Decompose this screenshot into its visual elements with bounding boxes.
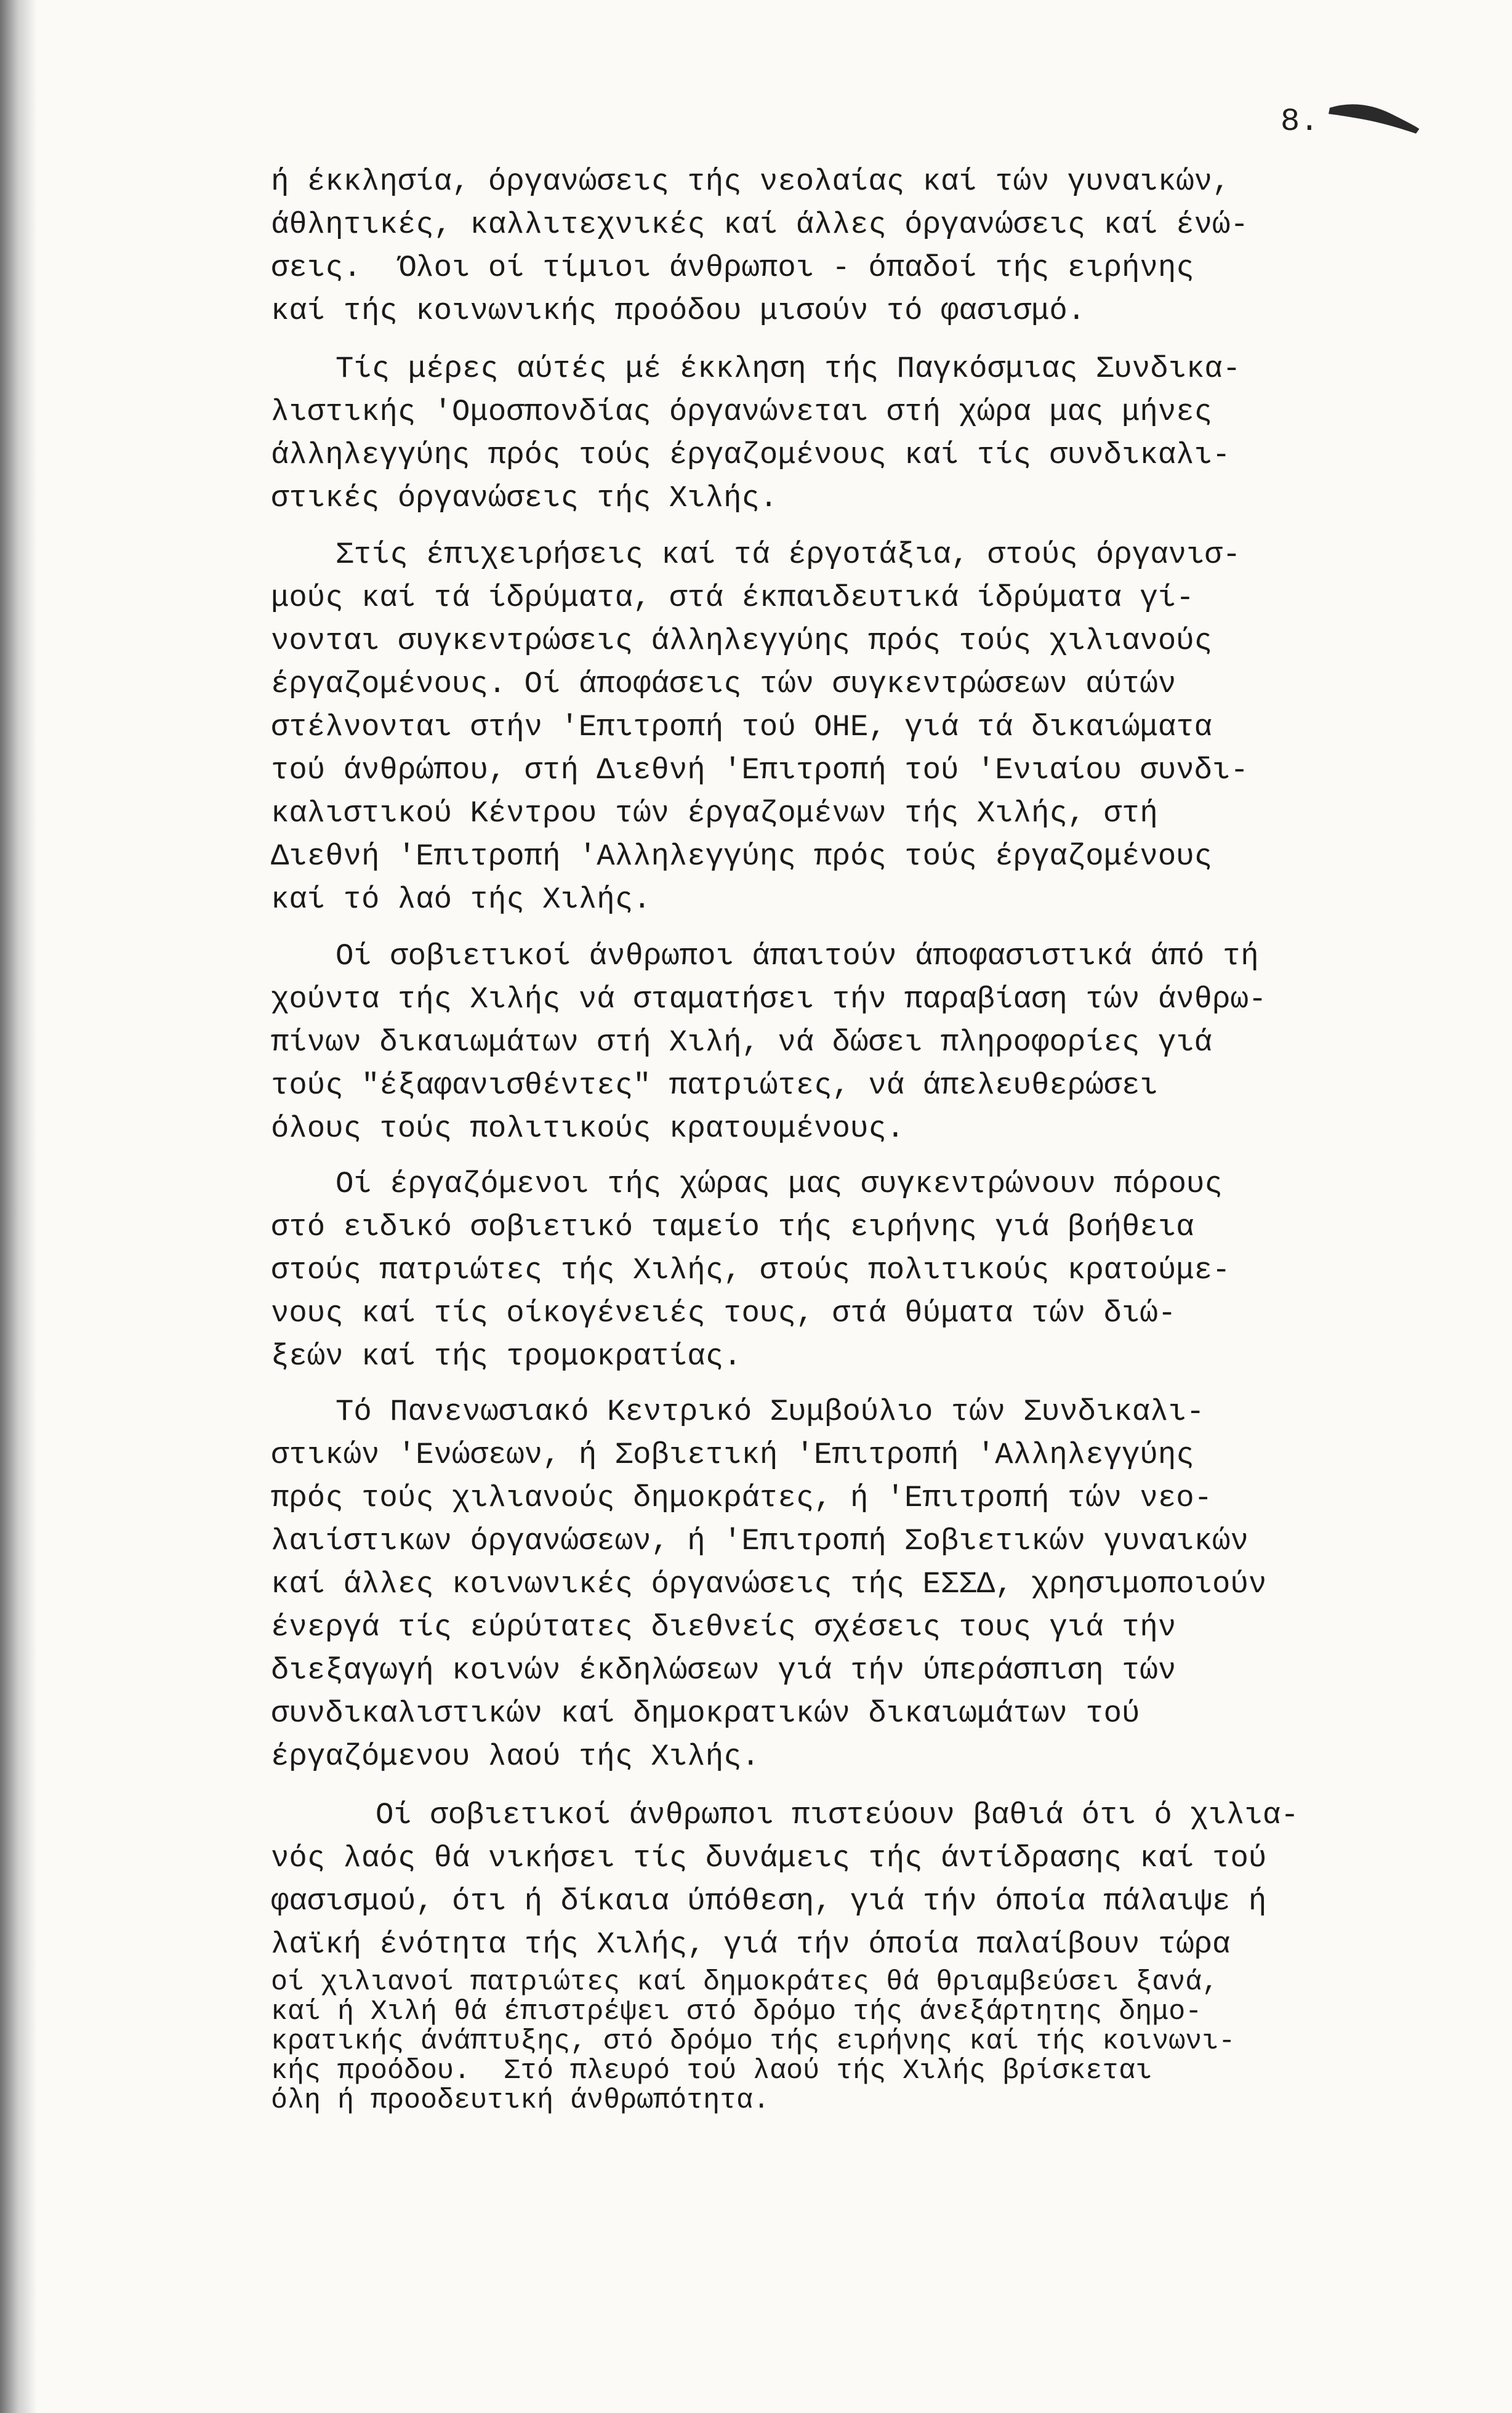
text-line: κρατικής άνάπτυξης, στό δρόμο τής ειρήνης καί τής κοινωνι- [271, 2026, 1236, 2057]
text-line: τού άνθρώπου, στή Διεθνή 'Επιτροπή τού 'Ενιαίου συνδι- [271, 753, 1249, 788]
text-line: ένεργά τίς εύρύτατες διεθνείς σχέσεις τους γιά τήν [271, 1610, 1176, 1645]
text-line: καί τό λαό τής Χιλής. [271, 882, 651, 917]
text-line: στικών 'Ενώσεων, ή Σοβιετική 'Επιτροπή 'Αλληλεγγύης [271, 1438, 1194, 1472]
text-line: Διεθνή 'Επιτροπή 'Αλληλεγγύης πρός τούς έργαζομένους [271, 839, 1213, 874]
text-line: Στίς έπιχειρήσεις καί τά έργοτάξια, στούς όργανισ- [336, 538, 1241, 572]
text-line: νονται συγκεντρώσεις άλληλεγγύης πρός τούς χιλιανούς [271, 624, 1213, 658]
text-line: διεξαγωγή κοινών έκδηλώσεων γιά τήν ύπεράσπιση τών [271, 1653, 1176, 1688]
text-line: στέλνονται στήν 'Επιτροπή τού ΟΗΕ, γιά τά δικαιώματα [271, 710, 1213, 744]
text-line: φασισμού, ότι ή δίκαια ύπόθεση, γιά τήν όποία πάλαιψε ή [271, 1884, 1267, 1919]
text-line: Οί σοβιετικοί άνθρωποι πιστεύουν βαθιά ότι ό χιλια- [376, 1798, 1299, 1832]
text-line: κής προόδου. Στό πλευρό τού λαού τής Χιλής βρίσκεται [271, 2055, 1152, 2087]
text-line: άθλητικές, καλλιτεχνικές καί άλλες όργανώσεις καί ένώ- [271, 207, 1249, 242]
text-line: οί χιλιανοί πατριώτες καί δημοκράτες θά θριαμβεύσει ξανά, [271, 1967, 1219, 1998]
text-line: καί τής κοινωνικής προόδου μισούν τό φασισμό. [271, 294, 1086, 328]
scan-edge-shadow [0, 0, 37, 2413]
ink-smudge-mark [1324, 95, 1422, 139]
text-line: έργαζομένους. Οί άποφάσεις τών συγκεντρώσεων αύτών [271, 667, 1176, 701]
text-line: τούς "έξαφανισθέντες" πατριώτες, νά άπελευθερώσει [271, 1068, 1158, 1103]
text-line: καί ή Χιλή θά έπιστρέψει στό δρόμο τής άνεξάρτητης δημο- [271, 1996, 1202, 2028]
text-line: Οί έργαζόμενοι τής χώρας μας συγκεντρώνουν πόρους [336, 1167, 1223, 1201]
text-line: όλη ή προοδευτική άνθρωπότητα. [271, 2085, 770, 2116]
text-line: Τό Πανενωσιακό Κεντρικό Συμβούλιο τών Συνδικαλι- [336, 1395, 1205, 1429]
text-line: άλληλεγγύης πρός τούς έργαζομένους καί τίς συνδικαλι- [271, 438, 1231, 472]
text-line: Τίς μέρες αύτές μέ έκκληση τής Παγκόσμιας Συνδικα- [336, 352, 1241, 386]
text-line: συνδικαλιστικών καί δημοκρατικών δικαιωμάτων τού [271, 1696, 1140, 1731]
page-number: 8. [1281, 103, 1319, 140]
text-line: καί άλλες κοινωνικές όργανώσεις τής ΕΣΣΔ, χρησιμοποιούν [271, 1567, 1267, 1601]
text-line: Οί σοβιετικοί άνθρωποι άπαιτούν άποφασιστικά άπό τή [336, 939, 1259, 973]
text-line: στικές όργανώσεις τής Χιλής. [271, 481, 778, 515]
text-line: καλιστικού Κέντρου τών έργαζομένων τής Χιλής, στή [271, 796, 1158, 831]
text-line: νους καί τίς οίκογένειές τους, στά θύματα τών διώ- [271, 1296, 1176, 1331]
text-line: λιστικής 'Ομοσπονδίας όργανώνεται στή χώρα μας μήνες [271, 395, 1213, 429]
text-line: ξεών καί τής τρομοκρατίας. [271, 1339, 742, 1374]
text-line: λαϊκή ένότητα τής Χιλής, γιά τήν όποία παλαίβουν τώρα [271, 1927, 1231, 1962]
text-line: όλους τούς πολιτικούς κρατουμένους. [271, 1111, 905, 1146]
text-line: στούς πατριώτες τής Χιλής, στούς πολιτικούς κρατούμε- [271, 1253, 1231, 1287]
text-line: σεις. Όλοι οί τίμιοι άνθρωποι - όπαδοί τής ειρήνης [271, 251, 1194, 285]
text-line: στό ειδικό σοβιετικό ταμείο τής ειρήνης γιά βοήθεια [271, 1210, 1194, 1244]
text-line: χούντα τής Χιλής νά σταματήσει τήν παραβίαση τών άνθρω- [271, 982, 1267, 1017]
text-line: μούς καί τά ίδρύματα, στά έκπαιδευτικά ίδρύματα γί- [271, 581, 1194, 615]
text-line: πίνων δικαιωμάτων στή Χιλή, νά δώσει πληροφορίες γιά [271, 1025, 1213, 1060]
text-line: ή έκκλησία, όργανώσεις τής νεολαίας καί τών γυναικών, [271, 164, 1231, 199]
text-line: νός λαός θά νικήσει τίς δυνάμεις τής άντίδρασης καί τού [271, 1841, 1267, 1875]
text-line: πρός τούς χιλιανούς δημοκράτες, ή 'Επιτροπή τών νεο- [271, 1481, 1213, 1515]
text-line: λαιίστικων όργανώσεων, ή 'Επιτροπή Σοβιετικών γυναικών [271, 1524, 1249, 1558]
text-line: έργαζόμενου λαού τής Χιλής. [271, 1739, 760, 1774]
